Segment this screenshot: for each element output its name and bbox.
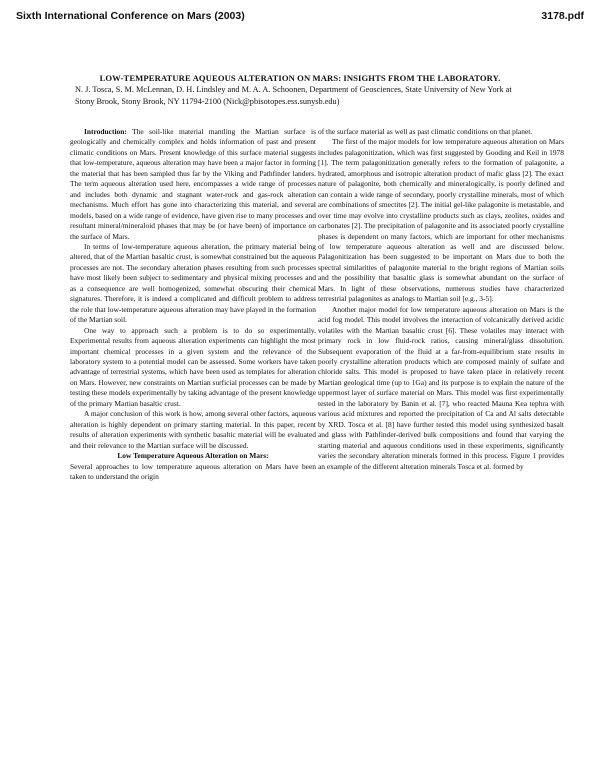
right-column bbox=[318, 127, 564, 472]
left-column bbox=[70, 127, 316, 482]
paragraph: Several approaches to low temperature aqueous alteration on Mars have been taken to understand the origin bbox=[70, 461, 316, 481]
paragraph: The first of the major models for low temperature aqueous alteration on Mars includes palagonitization, which was first suggested by Gooding and Keil in 1978 [1]. The term palagonitization generally refers to the formation of palagonite, a hydrated, amorphous and isotropic alteration product of mafic glass [2]. The exact nature of palagonite, both chemically and mineralogically, is poorly defined and can contain a wide range of secondary, poorly crystalline minerals, most of which are combinations of smectites [2]. The initial gel-like palagonite is metastable, and over time may evolve into crystalline products such as clays, zeolites, oxides and carbonates [2]. The precipitation of palagonite and its associated poorly crystalline phases is dependent on many factors, which are important for other mechanisms of low temperature aqueous alteration as well and are discussed below. Palagonitization has been suggested to be important on Mars due to both the spectral similarities of palagonite material to the bright regions of Martian soils and the possibility that basaltic glass is somewhat abundant on the surface of Mars. In light of these observations, numerous studies have characterized terrestrial palagonites as analogs to Martian soil [e.g., 3-5]. bbox=[318, 137, 564, 304]
intro-paragraph bbox=[70, 127, 316, 242]
paragraph: In terms of low-temperature aqueous alteration, the primary material being altered, that of the Martian basaltic crust, is somewhat constrained but the aqueous processes are not. The secondary alteration phases resulting from such processes have most likely been subject to sedimentary and physical mixing processes and as a consequence are well homogenized, somewhat obscuring their chemical signatures. Therefore, it is indeed a complicated and difficult problem to address the role that low-temperature aqueous alteration may have played in the formation of the Martian soil. bbox=[70, 241, 316, 325]
file-id: 3178.pdf bbox=[541, 10, 584, 22]
intro-heading: Introduction: bbox=[84, 127, 127, 136]
author-affiliation: N. J. Tosca, S. M. McLennan, D. H. Lindsley and M. A. A. Schoonen, Department of Geosciences, State University of New York at Stony Brook, Stony Brook, NY 11794-2100 (Nick@pbisotopes.ess.sunysb.edu) bbox=[75, 85, 512, 106]
paragraph: One way to approach such a problem is to do so experimentally. Experimental results from aqueous alteration experiments can highlight the most important chemical processes in a given system and the relevance of the laboratory system to a potential model can be assessed. Some workers have taken advantage of terrestrial systems, which have been used as templates for alteration on Mars. However, new constraints on Martian surficial processes can be made by testing these models experimentally by taking advantage of the present knowledge of the primary Martian basaltic crust. bbox=[70, 325, 316, 408]
intro-text: The soil-like material mantling the Martian surface is geologically and chemically complex and holds information of past and present climatic conditions on Mars. Present knowledge of this surface material suggests that low-temperature, aqueous alteration may have been a major factor in forming the material that has been sampled thus far by the Viking and Pathfinder landers. The term aqueous alteration used here, encompasses a wide range of processes and includes both dynamic and stagnant water-rock and gas-rock alteration mechanisms. Much effort has gone into characterizing this material, and several models, based on a wide range of evidence, have given rise to many processes and resultant mineral/mineraloid phases that may be (or have been) of importance on the surface of Mars. bbox=[70, 127, 316, 241]
section-heading: Low Temperature Aqueous Alteration on Mars: bbox=[117, 451, 269, 461]
conference-header: Sixth International Conference on Mars (2003) bbox=[16, 10, 245, 22]
paper-title: LOW-TEMPERATURE AQUEOUS ALTERATION ON MARS: INSIGHTS FROM THE LABORATORY. bbox=[99, 73, 501, 83]
paragraph: of the surface material as well as past climatic conditions on that planet. bbox=[318, 127, 533, 136]
paragraph: Another major model for low temperature aqueous alteration on Mars is the acid fog model. This model involves the interaction of volcanically derived acidic volatiles with the Martian basaltic crust [6]. These volatiles may interact with primary rock in low fluid-rock ratios, causing mineral/glass dissolution. Subsequent evaporation of the fluid at a far-from-equilibrium state results in poorly crystalline alteration products which are composed mainly of sulfate and chloride salts. This model is proposed to have taken place in relatively recent Martian geological time (up to 1Ga) and its purpose is to explain the nature of the uppermost layer of surface material on Mars. This model was first experimentally tested in the laboratory by Banin et al. [7], who reacted Mauna Kea tephra with various acid mixtures and reported the precipitation of Ca and Al salts detectable by XRD. Tosca et al. [8] have further tested this model using synthesized basalt and glass with Pathfinder-derived bulk compositions and found that varying the starting material and aqueous conditions used in these experiments, significantly varies the secondary alteration minerals formed in this process. Figure 1 provides an example of the different alteration minerals Tosca et al. formed by bbox=[318, 304, 564, 471]
paragraph: A major conclusion of this work is how, among several other factors, aqueous alteration is highly dependent on primary starting material. In this paper, recent results of alteration experiments with synthetic basaltic material will be evaluated and their relevance to the Martian surface will be discussed. bbox=[70, 409, 316, 450]
